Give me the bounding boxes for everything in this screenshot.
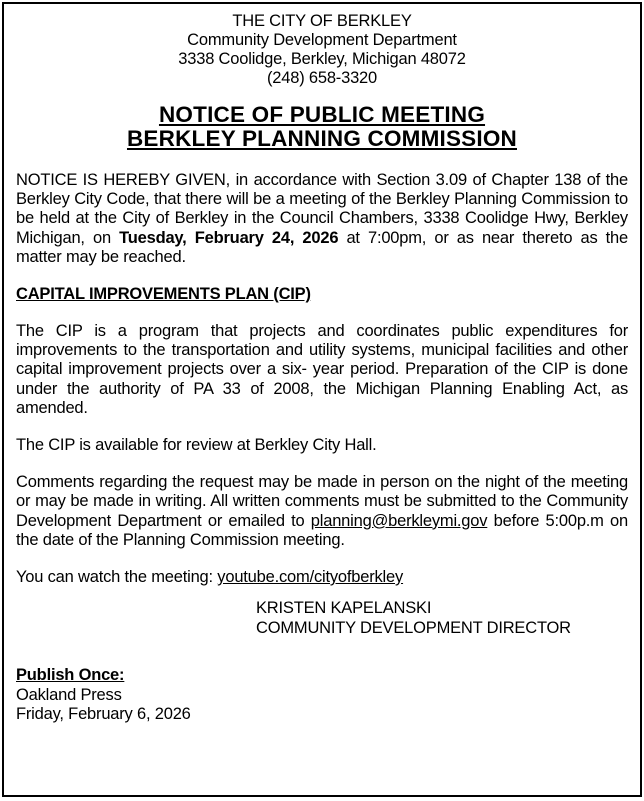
- address: 3338 Coolidge, Berkley, Michigan 48072: [178, 50, 466, 68]
- cip-paragraph: The CIP is a program that projects and coordinates public expenditures for improvements to the transportation and utility systems, municipal facilities and other capital improvement projects over a six- year period. Preparation of the CIP is done under the authority of PA 33 of 2008, the Michigan Planning Enabling Act, as amended.: [16, 322, 628, 417]
- signatory-title: COMMUNITY DEVELOPMENT DIRECTOR: [256, 618, 571, 637]
- title-line-2: BERKLEY PLANNING COMMISSION: [126, 126, 517, 151]
- cip-availability: The CIP is available for review at Berkley City Hall.: [16, 436, 377, 455]
- comments-paragraph: [16, 473, 628, 550]
- comments-text-after: before 5:00p.m on the date of the Planning Commission meeting.: [16, 511, 628, 549]
- phone: (248) 658-3320: [266, 69, 378, 87]
- notice-text-before: NOTICE IS HEREBY GIVEN, in accordance with Section 3.09 of Chapter 138 of the Berkley City Code, that there will be a meeting of the Berkley Planning Commission to be held at the City of Berkley in the Council Chambers, 3338 Coolidge Hwy, Berkley Michigan, on: [16, 171, 628, 247]
- notice-paragraph: [16, 171, 628, 267]
- signature-block: [256, 599, 628, 638]
- cip-heading: CAPITAL IMPROVEMENTS PLAN (CIP): [16, 285, 311, 304]
- publication-name: Oakland Press: [16, 685, 122, 704]
- youtube-link[interactable]: youtube.com/cityofberkley: [217, 568, 404, 587]
- notice-title: [16, 103, 628, 151]
- publish-label: Publish Once:: [16, 666, 125, 685]
- notice-text-after: at 7:00pm, or as near thereto as the matter may be reached.: [16, 228, 628, 266]
- comments-text-before: Comments regarding the request may be made in person on the night of the meeting or may be made in writing. All written comments must be submitted to the Community Development Department or emailed to: [16, 473, 628, 530]
- watch-line: [16, 568, 628, 587]
- publish-block: [16, 666, 628, 725]
- city-name: THE CITY OF BERKLEY: [232, 12, 412, 30]
- signatory-name: KRISTEN KAPELANSKI: [256, 599, 432, 618]
- department-name: Community Development Department: [187, 31, 457, 49]
- title-line-1: NOTICE OF PUBLIC MEETING: [158, 102, 486, 127]
- meeting-date: Tuesday, February 24, 2026: [119, 228, 339, 247]
- watch-label: You can watch the meeting:: [16, 568, 218, 587]
- header: [16, 12, 628, 88]
- publication-date: Friday, February 6, 2026: [16, 705, 191, 724]
- notice-document: [2, 2, 642, 797]
- email-link[interactable]: planning@berkleymi.gov: [310, 511, 488, 530]
